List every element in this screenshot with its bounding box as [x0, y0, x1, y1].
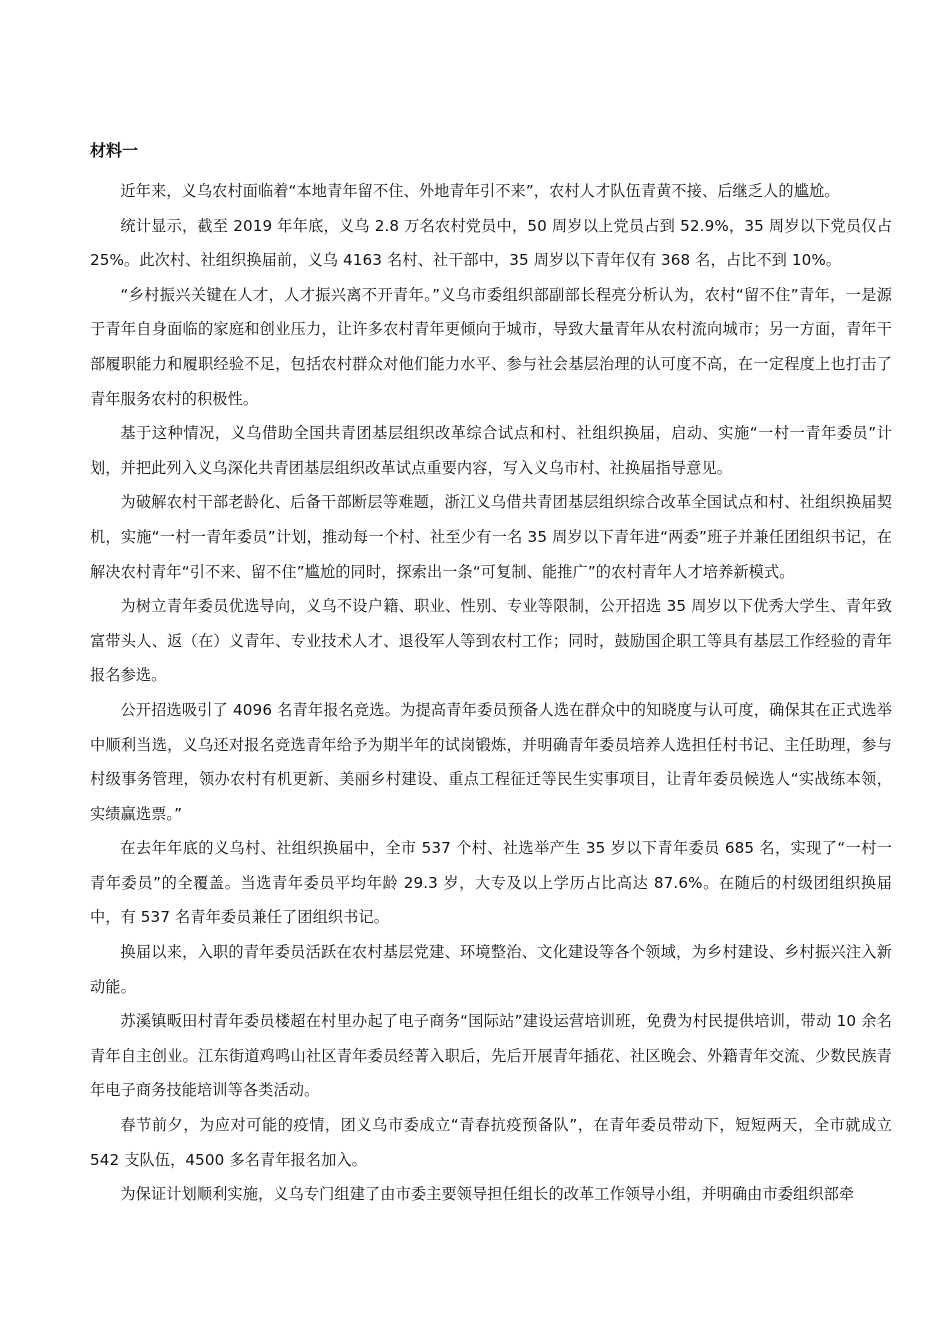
- material-heading: 材料一: [90, 141, 139, 160]
- paragraph: 为破解农村干部老龄化、后备干部断层等难题，浙江义乌借共青团基层组织综合改革全国试点和村、社组织换届契机，实施“一村一青年委员”计划，推动每一个村、社至少有一名 35 周岁以下青年进“两委”班子并兼任团组织书记，在解决农村青年“引不来、留不住”尴尬的同时，探索出一条“可复制、能推广”的农村青年人才培养新模式。: [90, 493, 892, 581]
- paragraph: “乡村振兴关键在人才，人才振兴离不开青年。”义乌市委组织部副部长程亮分析认为，农村“留不住”青年，一是源于青年自身面临的家庭和创业压力，让许多农村青年更倾向于城市，导致大量青年从农村流向城市；另一方面，青年干部履职能力和履职经验不足，包括农村群众对他们能力水平、参与社会基层治理的认可度不高，在一定程度上也打击了青年服务农村的积极性。: [90, 285, 892, 408]
- paragraph: 近年来，义乌农村面临着“本地青年留不住、外地青年引不来”，农村人才队伍青黄不接、后继乏人的尴尬。: [120, 182, 840, 200]
- paragraph: 苏溪镇畈田村青年委员楼超在村里办起了电子商务“国际站”建设运营培训班，免费为村民提供培训，带动 10 余名青年自主创业。江东街道鸡鸣山社区青年委员经菁入职后，先后开展青年插花、社区晚会、外籍青年交流、少数民族青年电子商务技能培训等各类活动。: [90, 1012, 892, 1100]
- paragraph: 公开招选吸引了 4096 名青年报名竞选。为提高青年委员预备人选在群众中的知晓度与认可度，确保其在正式选举中顺利当选，义乌还对报名竞选青年给予为期半年的试岗锻炼，并明确青年委员培养人选担任村书记、主任助理，参与村级事务管理，领办农村有机更新、美丽乡村建设、重点工程征迁等民生实事项目，让青年委员候选人“实战练本领，实绩赢选票。”: [90, 700, 892, 823]
- paragraph: 为保证计划顺利实施，义乌专门组建了由市委主要领导担任组长的改革工作领导小组，并明确由市委组织部牵: [120, 1185, 855, 1204]
- paragraph: 在去年年底的义乌村、社组织换届中，全市 537 个村、社选举产生 35 岁以下青年委员 685 名，实现了“一村一青年委员”的全覆盖。当选青年委员平均年龄 29.3 岁，大专及以上学历占比高达 87.6%。在随后的村级团组织换届中，有 537 名青年委员兼任了团组织书记。: [90, 839, 892, 927]
- paragraph: 为树立青年委员优选导向，义乌不设户籍、职业、性别、专业等限制，公开招选 35 周岁以下优秀大学生、青年致富带头人、返（在）义青年、专业技术人才、退役军人等到农村工作；同时，鼓励国企职工等具有基层工作经验的青年报名参选。: [90, 597, 892, 685]
- paragraph: 春节前夕，为应对可能的疫情，团义乌市委成立“青春抗疫预备队”，在青年委员带动下，短短两天，全市就成立 542 支队伍，4500 多名青年报名加入。: [90, 1116, 892, 1169]
- paragraph: 基于这种情况，义乌借助全国共青团基层组织改革综合试点和村、社组织换届，启动、实施“一村一青年委员”计划，并把此列入义乌深化共青团基层组织改革试点重要内容，写入义乌市村、社换届指导意见。: [90, 424, 892, 477]
- paragraph: 换届以来，入职的青年委员活跃在农村基层党建、环境整治、文化建设等各个领域，为乡村建设、乡村振兴注入新动能。: [90, 943, 892, 996]
- paragraph: 统计显示，截至 2019 年年底，义乌 2.8 万名农村党员中，50 周岁以上党员占到 52.9%，35 周岁以下党员仅占 25%。此次村、社组织换届前，义乌 4163 名村、社干部中，35 周岁以下青年仅有 368 名，占比不到 10%。: [90, 216, 892, 270]
